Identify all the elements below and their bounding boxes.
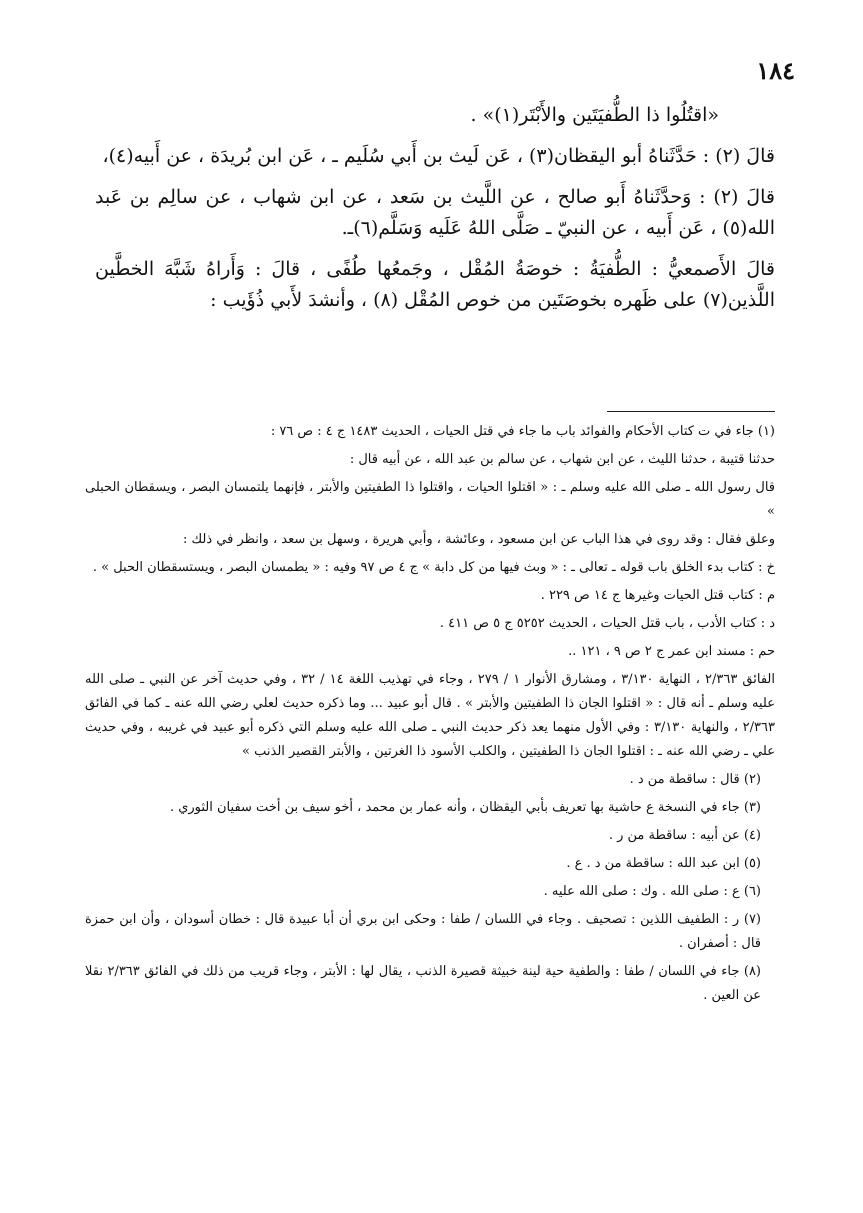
footnote: الفائق ٢/٣٦٣ ، النهاية ٣/١٣٠ ، ومشارق الأنوار ١ / ٢٧٩ ، وجاء في تهذيب اللغة ١٤ / ٣٢ ، وفي حديث آخر عن النبي ـ صلى الله عليه وسلم ـ أنه قال : « اقتلوا الجان ذا الطفيتين والأبتر » . قال أبو عبيد ... وما ذكره حديث لعلي رضي الله عنه ـ كما في الفائق ٢/٣٦٣ ، والنهاية ٣/١٣٠ : وفي الأول منهما يعد ذكر حديث النبي ـ صلى الله عليه وسلم التي ذكره أبو عبيد في غريبه ، وفي حديث علي ـ رضي الله عنه ـ : اقتلوا الجان ذا الطفيتين ، والكلب الأسود ذا الغرتين ، والأبتر القصير الذنب » bbox=[85, 672, 775, 759]
main-paragraph: قالَ الأَصمعيُّ : الطُّفيَةُ : خوصَةُ المُقْل ، وجَمعُها طُفًى ، قالَ : وَأَراهُ شَبَّهَ الخطَّين اللَّذين(٧) على ظَهره بخوصَتَين من خوص المُقْل (٨) ، وأنشدَ لأَبي ذُؤَيب : bbox=[95, 258, 775, 311]
page-number: ١٨٤ bbox=[756, 56, 795, 85]
footnote: (١) جاء في ت كتاب الأحكام والفوائد باب ما جاء في قتل الحيات ، الحديث ١٤٨٣ ج ٤ : ص ٧٦ : bbox=[270, 424, 775, 439]
footnote: (٨) جاء في اللسان / طفا : والطفية حية لينة خبيثة قصيرة الذنب ، يقال لها : الأبتر ، وجاء قريب من ذلك في الفائق ٢/٣٦٣ نقلا عن العين . bbox=[85, 964, 761, 1003]
footnote: (٦) ع : صلى الله . وك : صلى الله عليه . bbox=[543, 884, 761, 899]
main-paragraph: قالَ (٢) : حَدَّثَناهُ أبو اليقظان(٣) ، عَن لَيث بن أَبي سُلَيم ـ ، عَن ابن بُريدَة ، عن أَبيه(٤)، bbox=[102, 145, 775, 167]
footnote: وعلق فقال : وقد روى في هذا الباب عن ابن مسعود ، وعائشة ، وأبي هريرة ، وسهل بن سعد ، وانظر في ذلك : bbox=[182, 532, 775, 547]
footnote: (٣) جاء في النسخة ع حاشية بها تعريف بأبي اليقظان ، وأنه عمار بن محمد ، أخو سيف بن أخت سفيان الثوري . bbox=[169, 800, 761, 815]
footnote: م : كتاب قتل الحيات وغيرها ج ١٤ ص ٢٢٩ . bbox=[540, 588, 775, 603]
footnote-divider bbox=[607, 411, 775, 412]
footnote: (٢) قال : ساقطة من د . bbox=[629, 772, 761, 787]
footnote: د : كتاب الأدب ، باب قتل الحيات ، الحديث ٥٢٥٢ ج ٥ ص ٤١١ . bbox=[439, 616, 775, 631]
footnote: خ : كتاب بدء الخلق باب قوله ـ تعالى ـ : « وبث فيها من كل دابة » ج ٤ ص ٩٧ وفيه : « يطمسان البصر ، ويستسقطان الحبل » . bbox=[92, 560, 775, 575]
footnote: (٧) ر : الطفيف اللذين : تصحيف . وجاء في اللسان / طفا : وحكى ابن بري أن أبا عبيدة قال : خطان أسودان ، وأن ابن حمزة قال : أصفران . bbox=[85, 912, 761, 951]
footnote: قال رسول الله ـ صلى الله عليه وسلم ـ : « اقتلوا الحيات ، واقتلوا ذا الطفيتين والأبتر ، فإنهما يلتمسان البصر ، ويسقطان الحبلى » bbox=[85, 480, 775, 519]
footnote: (٥) ابن عبد الله : ساقطة من د . ع . bbox=[566, 856, 761, 871]
main-paragraph: قالَ (٢) : وَحدَّثَناهُ أَبو صالح ، عن اللَّيث بن سَعد ، عن ابن شهاب ، عن سالِم بن عَبد الله(٥) ، عَن أَبيه ، عن النبيّ ـ صَلَّى اللهُ عَلَيه وَسَلَّم(٦)ـ. bbox=[95, 186, 775, 239]
main-text bbox=[95, 100, 775, 326]
footnote: حم : مسند ابن عمر ج ٢ ص ٩ ، ١٢١ .. bbox=[568, 644, 775, 659]
footnote: حدثنا قتيبة ، حدثنا الليث ، عن ابن شهاب ، عن سالم بن عبد الله ، عن أبيه قال : bbox=[349, 452, 775, 467]
footnote: (٤) عن أبيه : ساقطة من ر . bbox=[608, 828, 761, 843]
footnotes bbox=[85, 420, 775, 1012]
main-paragraph: «اقتُلُوا ذا الطُّفيَتَين والأَبْتَر(١)» . bbox=[470, 104, 719, 126]
